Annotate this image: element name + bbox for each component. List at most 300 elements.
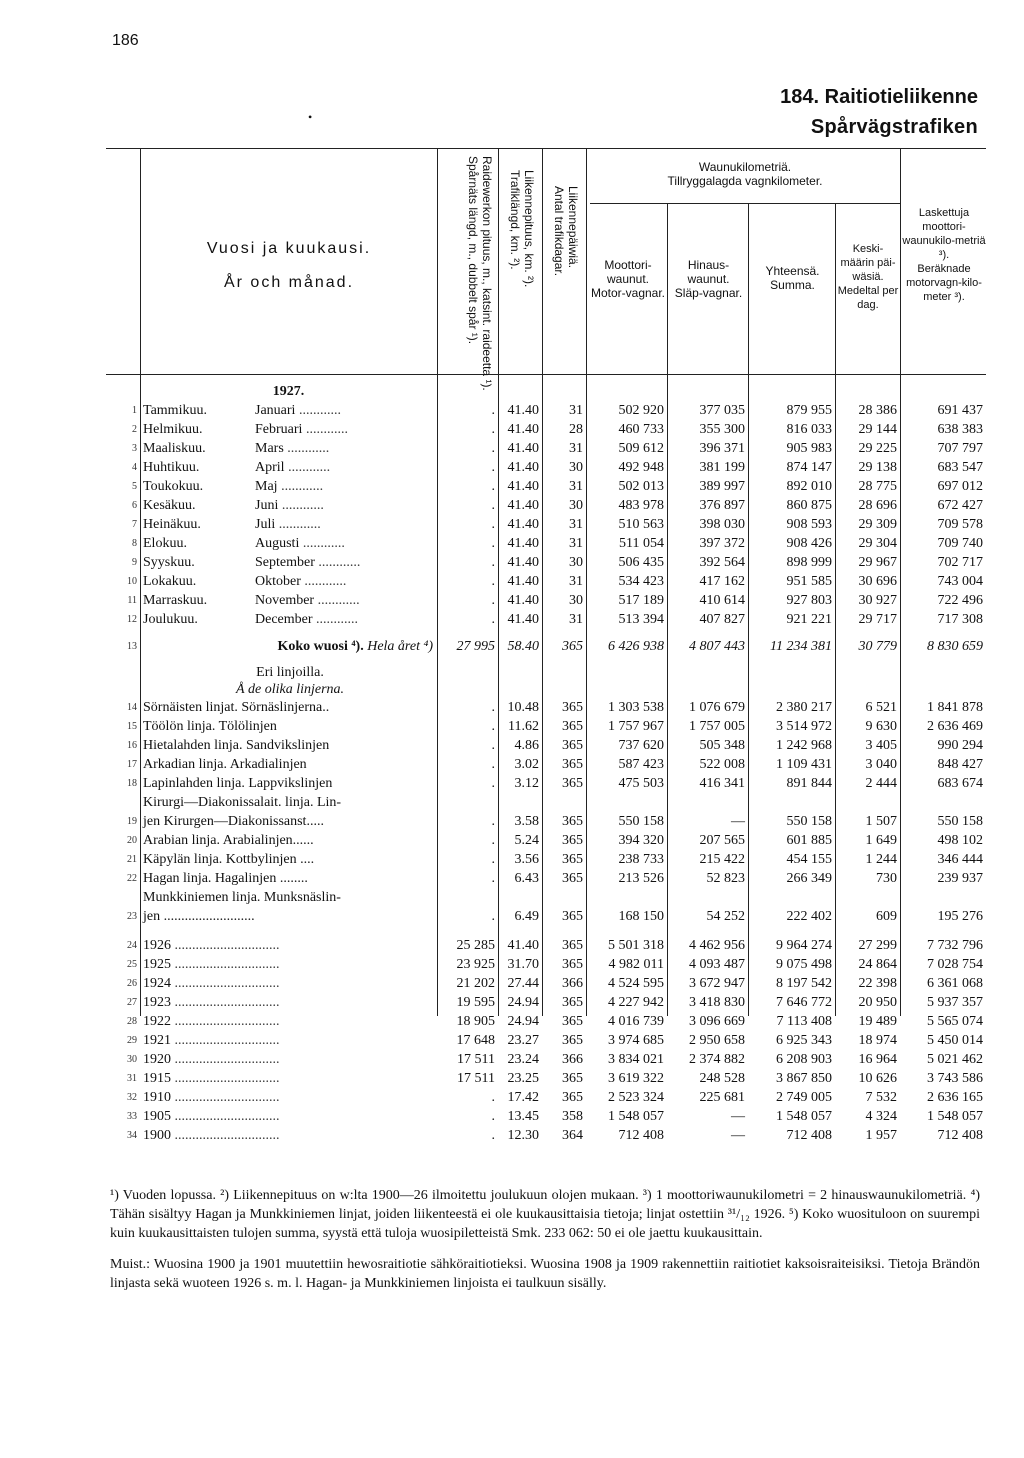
cell-traffic-days: 365	[562, 738, 583, 753]
traffic-table	[106, 382, 986, 1145]
month-name-sv: Juli	[255, 517, 276, 532]
month-name-sv: November	[255, 593, 315, 608]
row-label	[140, 1031, 437, 1050]
cell-daily-average: 6 521	[865, 700, 897, 715]
cell-daily-average: 29 304	[858, 536, 897, 551]
cell-trailer-km: 397 372	[699, 536, 745, 551]
cell-route-length: 3.12	[514, 776, 539, 791]
cell-motor-km: 509 612	[618, 441, 664, 456]
cell-total-km: 601 885	[786, 833, 832, 848]
cell-track-length: .	[491, 441, 495, 456]
cell-total-km: 1 548 057	[776, 1109, 832, 1124]
cell-motor-km: 550 158	[618, 814, 664, 829]
cell-traffic-days: 364	[562, 1128, 583, 1143]
cell-track-length: .	[491, 700, 495, 715]
header-route-fi: Liikennepituus, km. ²).	[522, 170, 536, 288]
cell-motor-km: 394 320	[618, 833, 664, 848]
cell-traffic-days: 358	[562, 1109, 583, 1124]
cell-track-length: .	[491, 460, 495, 475]
cell-calculated-km: 683 547	[937, 460, 983, 475]
dot-leader: ............	[284, 460, 331, 475]
month-name-fi: Kesäkuu.	[143, 498, 196, 513]
row-index: 3	[132, 443, 137, 454]
table-title-finnish: 184. Raitiotieliikenne	[780, 86, 978, 108]
cell-trailer-km: 416 341	[699, 776, 745, 791]
cell-total-km: 927 803	[786, 593, 832, 608]
cell-total-km: 2 749 005	[776, 1090, 832, 1105]
cell-route-length: 41.40	[507, 403, 539, 418]
row-index: 14	[127, 702, 137, 713]
cell-traffic-days: 365	[562, 1090, 583, 1105]
table-row	[106, 717, 986, 736]
row-label: Käpylän linja. Kottbylinjen ....	[143, 852, 315, 867]
cell-track-length: .	[491, 757, 495, 772]
cell-daily-average: 1 649	[865, 833, 897, 848]
row-label	[140, 572, 437, 591]
row-index: 30	[127, 1054, 137, 1065]
cell-total-km: 1 242 968	[776, 738, 832, 753]
header-motor-sv: Motor-vagnar.	[590, 286, 666, 300]
cell-calculated-km: 7 732 796	[927, 938, 983, 953]
cell-traffic-days: 365	[562, 1033, 583, 1048]
table-row	[106, 936, 986, 955]
row-index: 24	[127, 940, 137, 951]
header-avg-fi: Keski-määrin päi-wäsiä.	[840, 243, 896, 283]
spacer-row	[106, 629, 986, 637]
cell-traffic-days: 365	[562, 1014, 583, 1029]
cell-trailer-km: 215 422	[699, 852, 745, 867]
cell-track-length: .	[491, 498, 495, 513]
cell-route-length: 31.70	[507, 957, 539, 972]
table-row	[106, 496, 986, 515]
cell-track-length: .	[491, 909, 495, 924]
row-index: 16	[127, 740, 137, 751]
dot-leader: ............	[312, 612, 359, 627]
cell-total-km: 908 426	[786, 536, 832, 551]
cell-daily-average: 4 324	[865, 1109, 897, 1124]
total-label-sv: Hela året ⁴)	[367, 639, 433, 654]
cell-daily-average: 1 507	[865, 814, 897, 829]
empty-cell	[498, 793, 542, 812]
cell-trailer-km: 355 300	[699, 422, 745, 437]
lines-heading-row	[106, 664, 986, 698]
cell-traffic-days: 365	[562, 909, 583, 924]
row-index: 32	[127, 1092, 137, 1103]
row-label: Töölön linja. Tölölinjen	[143, 719, 277, 734]
row-index: 20	[127, 835, 137, 846]
cell-track-length: .	[491, 403, 495, 418]
cell-daily-average: 20 950	[858, 995, 897, 1010]
cell-trailer-km: 417 162	[699, 574, 745, 589]
cell-total-km: 3 514 972	[776, 719, 832, 734]
cell-traffic-days: 365	[562, 852, 583, 867]
header-track-length	[466, 156, 494, 391]
cell-total-km: 454 155	[786, 852, 832, 867]
spacer-cell	[106, 926, 986, 936]
cell-daily-average: 29 138	[858, 460, 897, 475]
cell-track-length: .	[491, 833, 495, 848]
cell-traffic-days: 365	[562, 995, 583, 1010]
table-row	[106, 420, 986, 439]
month-name-fi: Heinäkuu.	[143, 517, 201, 532]
cell-traffic-days: 31	[569, 403, 583, 418]
row-label	[140, 439, 437, 458]
cell-traffic-days: 31	[569, 517, 583, 532]
empty-cell	[437, 888, 498, 907]
month-name-sv: Mars	[255, 441, 284, 456]
cell-traffic-days: 31	[569, 574, 583, 589]
cell-motor-km: 1 548 057	[608, 1109, 664, 1124]
cell-route-length: 6.43	[514, 871, 539, 886]
cell-motor-km: 4 227 942	[608, 995, 664, 1010]
cell-track-length: .	[491, 574, 495, 589]
cell-track-length: .	[491, 1090, 495, 1105]
cell-total-km: 2 380 217	[776, 700, 832, 715]
row-index: 25	[127, 959, 137, 970]
table-row	[106, 1012, 986, 1031]
table-row	[106, 831, 986, 850]
cell-daily-average: 18 974	[858, 1033, 897, 1048]
cell-trailer-km: 225 681	[699, 1090, 745, 1105]
header-calc-fi: Laskettuja moottori-waunukilo-metriä ³).	[902, 207, 986, 261]
cell-trailer-km: 2 374 882	[689, 1052, 745, 1067]
row-label	[140, 534, 437, 553]
cell-daily-average: 29 967	[858, 555, 897, 570]
lines-heading-sv: Å de olika linjerna.	[235, 682, 345, 697]
year-label: 1920	[143, 1052, 171, 1067]
cell-track-length: .	[491, 422, 495, 437]
dot-leader: ..............................	[171, 976, 280, 991]
cell-motor-km: 6 426 938	[608, 639, 664, 654]
cell-daily-average: 30 779	[858, 639, 897, 654]
dot-leader: ..............................	[171, 1033, 280, 1048]
header-calculated-km	[901, 206, 987, 304]
year-label: 1905	[143, 1109, 171, 1124]
cell-track-length: .	[491, 555, 495, 570]
cell-total-km: 7 646 772	[776, 995, 832, 1010]
dot-leader: ............	[314, 555, 361, 570]
spacer-row	[106, 926, 986, 936]
cell-route-length: 12.30	[507, 1128, 539, 1143]
row-label	[140, 477, 437, 496]
cell-motor-km: 4 524 595	[608, 976, 664, 991]
cell-daily-average: 1 957	[865, 1128, 897, 1143]
table-row	[106, 698, 986, 717]
dot-leader: ..............................	[171, 1128, 280, 1143]
table-row	[106, 850, 986, 869]
row-label	[140, 496, 437, 515]
year-label: 1900	[143, 1128, 171, 1143]
cell-calculated-km: 638 383	[937, 422, 983, 437]
row-index: 33	[127, 1111, 137, 1122]
row-label	[140, 1050, 437, 1069]
cell-motor-km: 510 563	[618, 517, 664, 532]
header-days-sv: Antal trafikdagar.	[552, 186, 566, 277]
table-row	[106, 610, 986, 629]
cell-total-km: 874 147	[786, 460, 832, 475]
row-index: 15	[127, 721, 137, 732]
row-index: 8	[132, 538, 137, 549]
month-name-fi: Toukokuu.	[143, 479, 204, 494]
cell-track-length: 25 285	[456, 938, 495, 953]
cell-track-length: .	[491, 738, 495, 753]
cell-traffic-days: 30	[569, 460, 583, 475]
cell-traffic-days: 31	[569, 479, 583, 494]
cell-trailer-km: —	[731, 1128, 745, 1143]
empty-cell	[498, 664, 542, 698]
page-number: 186	[112, 32, 139, 49]
cell-calculated-km: 717 308	[937, 612, 983, 627]
table-row	[106, 1031, 986, 1050]
header-total-fi: Yhteensä.	[765, 264, 820, 278]
month-name-sv: Maj	[255, 479, 278, 494]
cell-calculated-km: 1 841 878	[927, 700, 983, 715]
row-label	[140, 420, 437, 439]
cell-trailer-km: 52 823	[706, 871, 745, 886]
cell-motor-km: 4 016 739	[608, 1014, 664, 1029]
table-row	[106, 869, 986, 888]
empty-cell	[748, 888, 835, 907]
year-label: 1915	[143, 1071, 171, 1086]
cell-total-km: 891 844	[786, 776, 832, 791]
spacer-cell	[106, 656, 986, 664]
cell-total-km: 7 113 408	[776, 1014, 832, 1029]
cell-motor-km: 517 189	[618, 593, 664, 608]
cell-track-length: 17 511	[457, 1071, 495, 1086]
cell-calculated-km: 691 437	[937, 403, 983, 418]
empty-cell	[586, 382, 667, 401]
cell-route-length: 10.48	[507, 700, 539, 715]
table-row	[106, 755, 986, 774]
table-row	[106, 774, 986, 793]
cell-total-km: 921 221	[786, 612, 832, 627]
cell-trailer-km: 3 418 830	[689, 995, 745, 1010]
cell-total-km: 898 999	[786, 555, 832, 570]
month-name-sv: Oktober	[255, 574, 301, 589]
cell-motor-km: 513 394	[618, 612, 664, 627]
row-index: 31	[127, 1073, 137, 1084]
header-group-sv: Tillryggalagda vagnkilometer.	[667, 174, 823, 188]
cell-total-km: 6 208 903	[776, 1052, 832, 1067]
cell-calculated-km: 712 408	[937, 1128, 983, 1143]
row-index: 27	[127, 997, 137, 1008]
cell-motor-km: 238 733	[618, 852, 664, 867]
row-index: 19	[127, 816, 137, 827]
cell-calculated-km: 346 444	[937, 852, 983, 867]
cell-trailer-km: —	[731, 1109, 745, 1124]
cell-trailer-km: 398 030	[699, 517, 745, 532]
cell-calculated-km: 683 674	[937, 776, 983, 791]
cell-track-length: .	[491, 517, 495, 532]
lines-heading	[140, 664, 437, 698]
cell-daily-average: 609	[876, 909, 897, 924]
row-label	[140, 401, 437, 420]
cell-track-length: 23 925	[456, 957, 495, 972]
cell-route-length: 41.40	[507, 498, 539, 513]
header-route-sv: Trafiklängd, km. ²).	[508, 170, 522, 270]
group-rule	[590, 203, 900, 204]
cell-total-km: 222 402	[786, 909, 832, 924]
cell-calculated-km: 3 743 586	[927, 1071, 983, 1086]
row-index: 6	[132, 500, 137, 511]
row-index	[106, 888, 140, 907]
cell-traffic-days: 366	[562, 1052, 583, 1067]
cell-trailer-km: 377 035	[699, 403, 745, 418]
table-row-continued	[106, 793, 986, 812]
empty-cell	[586, 793, 667, 812]
cell-motor-km: 502 013	[618, 479, 664, 494]
table-row	[106, 955, 986, 974]
cell-route-length: 41.40	[507, 593, 539, 608]
row-index	[106, 664, 140, 698]
cell-trailer-km: 410 614	[699, 593, 745, 608]
empty-cell	[542, 382, 586, 401]
cell-trailer-km: 4 462 956	[689, 938, 745, 953]
cell-calculated-km: 848 427	[937, 757, 983, 772]
cell-total-km: 8 197 542	[776, 976, 832, 991]
row-index: 18	[127, 778, 137, 789]
row-label	[140, 1088, 437, 1107]
cell-trailer-km: 3 096 669	[689, 1014, 745, 1029]
cell-calculated-km: 2 636 165	[927, 1090, 983, 1105]
empty-cell	[498, 382, 542, 401]
dot-leader: ..............................	[171, 1014, 280, 1029]
empty-cell	[542, 793, 586, 812]
header-track-fi: Raidewerkon pituus, m., katsint. raideetta ¹).	[480, 156, 494, 391]
cell-route-length: 5.24	[514, 833, 539, 848]
cell-daily-average: 29 717	[858, 612, 897, 627]
cell-calculated-km: 195 276	[937, 909, 983, 924]
cell-trailer-km: 3 672 947	[689, 976, 745, 991]
cell-calculated-km: 5 937 357	[927, 995, 983, 1010]
cell-track-length: .	[491, 852, 495, 867]
empty-cell	[542, 664, 586, 698]
cell-route-length: 24.94	[507, 1014, 539, 1029]
cell-route-length: 3.02	[514, 757, 539, 772]
cell-total-km: 6 925 343	[776, 1033, 832, 1048]
cell-motor-km: 511 054	[619, 536, 664, 551]
cell-daily-average: 22 398	[858, 976, 897, 991]
lines-heading-fi: Eri linjoilla.	[256, 665, 324, 680]
header-days-fi: Liikennepäiwiä.	[566, 186, 580, 269]
cell-trailer-km: 376 897	[699, 498, 745, 513]
cell-motor-km: 483 978	[618, 498, 664, 513]
cell-traffic-days: 365	[562, 938, 583, 953]
dot-leader: ............	[299, 536, 345, 551]
table-row	[106, 515, 986, 534]
table-row	[106, 1050, 986, 1069]
row-label: Hagan linja. Hagalinjen ........	[143, 871, 308, 886]
cell-total-km: 879 955	[786, 403, 832, 418]
cell-motor-km: 3 619 322	[608, 1071, 664, 1086]
row-label	[140, 1012, 437, 1031]
spacer-cell	[106, 629, 986, 637]
dot-leader: ............	[300, 574, 347, 589]
month-name-sv: Augusti	[255, 536, 300, 551]
header-avg-sv: Medeltal per dag.	[837, 285, 899, 311]
row-label	[140, 1126, 437, 1145]
empty-cell	[900, 888, 986, 907]
table-title-swedish: Spårvägstrafiken	[810, 116, 978, 138]
row-label-prefix: Munkkiniemen linja. Munksnäslin-	[143, 890, 341, 905]
cell-route-length: 41.40	[507, 422, 539, 437]
header-period	[144, 232, 434, 300]
cell-daily-average: 16 964	[858, 1052, 897, 1067]
header-period-sv: År och månad.	[223, 274, 355, 291]
cell-total-km: 550 158	[786, 814, 832, 829]
cell-route-length: 6.49	[514, 909, 539, 924]
cell-traffic-days: 31	[569, 441, 583, 456]
cell-route-length: 41.40	[507, 536, 539, 551]
cell-track-length: 17 511	[457, 1052, 495, 1067]
header-total-sv: Summa.	[770, 278, 815, 292]
cell-track-length: 18 905	[456, 1014, 495, 1029]
cell-route-length: 4.86	[514, 738, 539, 753]
page-mark: •	[308, 110, 313, 124]
cell-daily-average: 2 444	[865, 776, 897, 791]
table-row	[106, 591, 986, 610]
dot-leader: ............	[314, 593, 360, 608]
cell-daily-average: 28 775	[858, 479, 897, 494]
cell-motor-km: 506 435	[618, 555, 664, 570]
header-route-length	[508, 170, 536, 287]
cell-traffic-days: 31	[569, 612, 583, 627]
header-traffic-days	[552, 186, 580, 276]
cell-route-length: 17.42	[507, 1090, 539, 1105]
cell-motor-km: 168 150	[618, 909, 664, 924]
table-row	[106, 1126, 986, 1145]
empty-cell	[835, 888, 900, 907]
row-index: 23	[127, 911, 137, 922]
cell-calculated-km: 709 740	[937, 536, 983, 551]
header-motor-fi: Moottori-waunut.	[604, 258, 652, 286]
cell-motor-km: 2 523 324	[608, 1090, 664, 1105]
row-label	[140, 637, 437, 656]
row-label	[140, 993, 437, 1012]
header-track-sv: Spårnäts längd, m., dubbelt spår ¹).	[466, 156, 480, 345]
year-heading: 1927.	[272, 384, 305, 399]
row-label	[140, 1107, 437, 1126]
row-index: 29	[127, 1035, 137, 1046]
cell-total-km: 908 593	[786, 517, 832, 532]
table-row	[106, 401, 986, 420]
cell-traffic-days: 365	[562, 833, 583, 848]
cell-calculated-km: 550 158	[937, 814, 983, 829]
cell-traffic-days: 31	[569, 536, 583, 551]
cell-traffic-days: 365	[562, 719, 583, 734]
year-label: 1926	[143, 938, 171, 953]
cell-calculated-km: 743 004	[937, 574, 983, 589]
cell-calculated-km: 722 496	[937, 593, 983, 608]
cell-motor-km: 534 423	[618, 574, 664, 589]
dot-leader: ..............................	[171, 1109, 280, 1124]
cell-total-km: 892 010	[786, 479, 832, 494]
cell-daily-average: 27 299	[858, 938, 897, 953]
month-name-sv: December	[255, 612, 313, 627]
cell-daily-average: 7 532	[865, 1090, 897, 1105]
cell-calculated-km: 498 102	[937, 833, 983, 848]
cell-calculated-km: 5 021 462	[927, 1052, 983, 1067]
cell-traffic-days: 365	[562, 776, 583, 791]
cell-trailer-km: 248 528	[699, 1071, 745, 1086]
cell-daily-average: 30 696	[858, 574, 897, 589]
cell-route-length: 41.40	[507, 441, 539, 456]
month-name-sv: September	[255, 555, 315, 570]
cell-route-length: 13.45	[507, 1109, 539, 1124]
row-index: 28	[127, 1016, 137, 1027]
row-label	[140, 1069, 437, 1088]
empty-cell	[586, 664, 667, 698]
